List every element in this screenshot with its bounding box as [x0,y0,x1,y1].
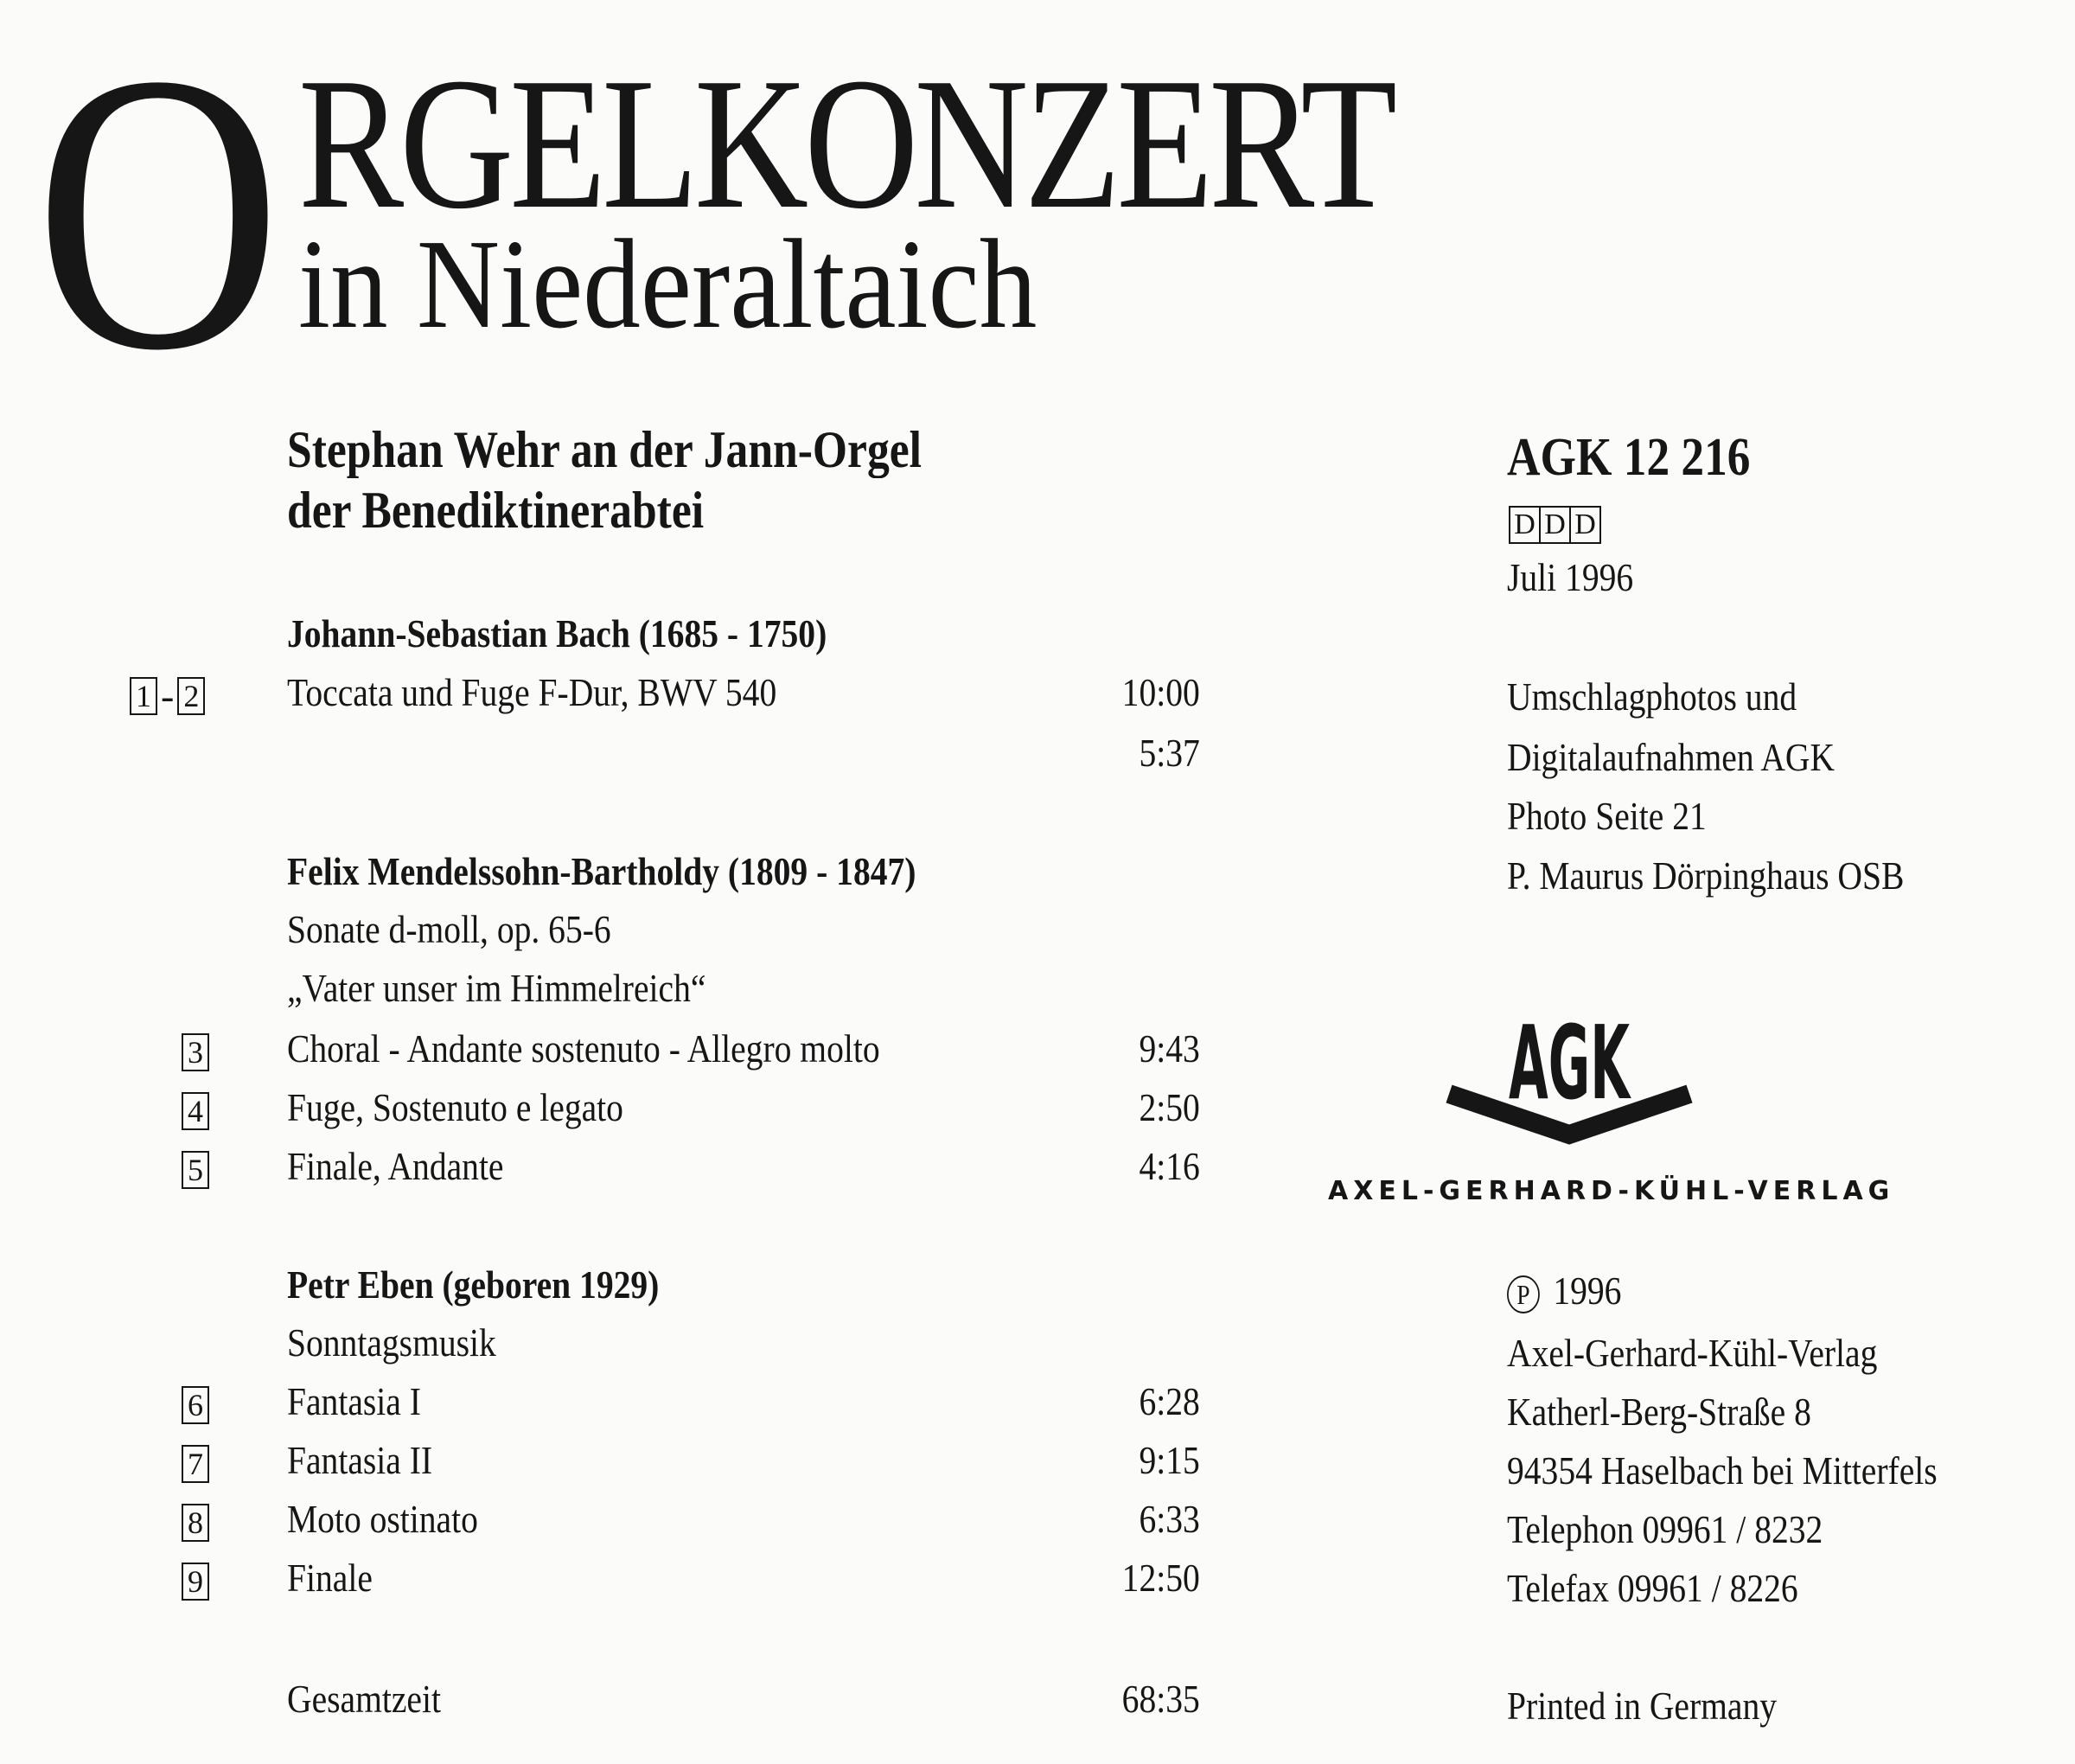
track-number: 7 [182,1445,209,1483]
track-range-separator: - [161,674,175,719]
work-title: Toccata und Fuge F-Dur, BWV 540 [287,670,777,714]
track-time: 9:43 [1139,1026,1200,1071]
composer-mendelssohn: Felix Mendelssohn-Bartholdy (1809 - 1847) [287,849,916,893]
track-number: 8 [182,1504,209,1542]
track-badge [182,1499,209,1542]
publisher-line: Axel-Gerhard-Kühl-Verlag [1507,1331,1878,1375]
phonogram-icon: P [1507,1275,1540,1313]
page-title: RGELKONZERT [298,40,1394,248]
work-title: Sonate d-moll, op. 65-6 [287,907,611,951]
track-title: Fantasia I [287,1379,421,1423]
composer-bach: Johann-Sebastian Bach (1685 - 1750) [287,611,827,655]
track-number: 5 [182,1151,209,1189]
total-time: 68:35 [1121,1677,1200,1721]
credit-line: Digitalaufnahmen AGK [1507,735,1836,779]
work-title: Sonntagsmusik [287,1320,496,1365]
agk-logo-mark: AGK [1509,1003,1632,1122]
printed-in: Printed in Germany [1507,1684,1778,1728]
ddd-letter: D [1569,506,1601,544]
track-number: 6 [182,1386,209,1424]
track-title: Moto ostinato [287,1497,478,1541]
track-time: 6:28 [1139,1379,1200,1423]
track-range [130,673,205,719]
track-time: 5:37 [1139,731,1200,775]
release-date: Juli 1996 [1507,555,1634,599]
track-title: Finale [287,1556,373,1600]
work-subtitle: „Vater unser im Himmelreich“ [287,966,706,1010]
credit-line: P. Maurus Dörpinghaus OSB [1507,853,1905,898]
agk-logo [1444,1003,1695,1150]
ddd-badge [1509,506,1599,544]
performer-line-1: Stephan Wehr an der Jann-Orgel [287,421,922,478]
ddd-letter: D [1539,506,1571,544]
track-badge [182,1441,209,1483]
track-title: Choral - Andante sostenuto - Allegro molto [287,1026,880,1071]
performer-line-2: der Benediktinerabtei [287,482,705,539]
phonogram-line [1507,1271,1621,1313]
track-number: 4 [182,1092,209,1130]
track-time: 2:50 [1139,1085,1200,1129]
track-number: 3 [182,1033,209,1071]
phonogram-year: 1996 [1553,1269,1622,1313]
composer-eben: Petr Eben (geboren 1929) [287,1262,660,1307]
track-title: Finale, Andante [287,1144,504,1188]
track-time: 12:50 [1121,1556,1200,1600]
publisher-line: Telephon 09961 / 8232 [1507,1507,1823,1551]
track-time: 4:16 [1139,1144,1200,1188]
track-time: 10:00 [1121,670,1200,714]
track-time: 6:33 [1139,1497,1200,1541]
logo-wordmark: AXEL-GERHARD-KÜHL-VERLAG [1328,1176,1895,1206]
total-label: Gesamtzeit [287,1677,441,1721]
track-badge [182,1558,209,1601]
credit-line: Umschlagphotos und [1507,674,1797,719]
track-number: 1 [130,677,157,715]
track-badge [182,1088,209,1130]
track-badge [182,1147,209,1189]
title-initial: O [35,0,282,432]
track-title: Fuge, Sostenuto e legato [287,1085,623,1129]
publisher-line: 94354 Haselbach bei Mitterfels [1507,1448,1938,1492]
page-subtitle: in Niederaltaich [298,214,1038,355]
publisher-line: Katherl-Berg-Straße 8 [1507,1390,1811,1434]
publisher-line: Telefax 09961 / 8226 [1507,1566,1798,1610]
track-time: 9:15 [1139,1438,1200,1482]
track-number: 9 [182,1563,209,1601]
track-number: 2 [177,677,205,715]
credit-line: Photo Seite 21 [1507,794,1707,838]
track-title: Fantasia II [287,1438,433,1482]
track-badge [182,1029,209,1071]
ddd-letter: D [1509,506,1541,544]
catalog-number: AGK 12 216 [1507,428,1751,487]
track-badge [182,1382,209,1424]
